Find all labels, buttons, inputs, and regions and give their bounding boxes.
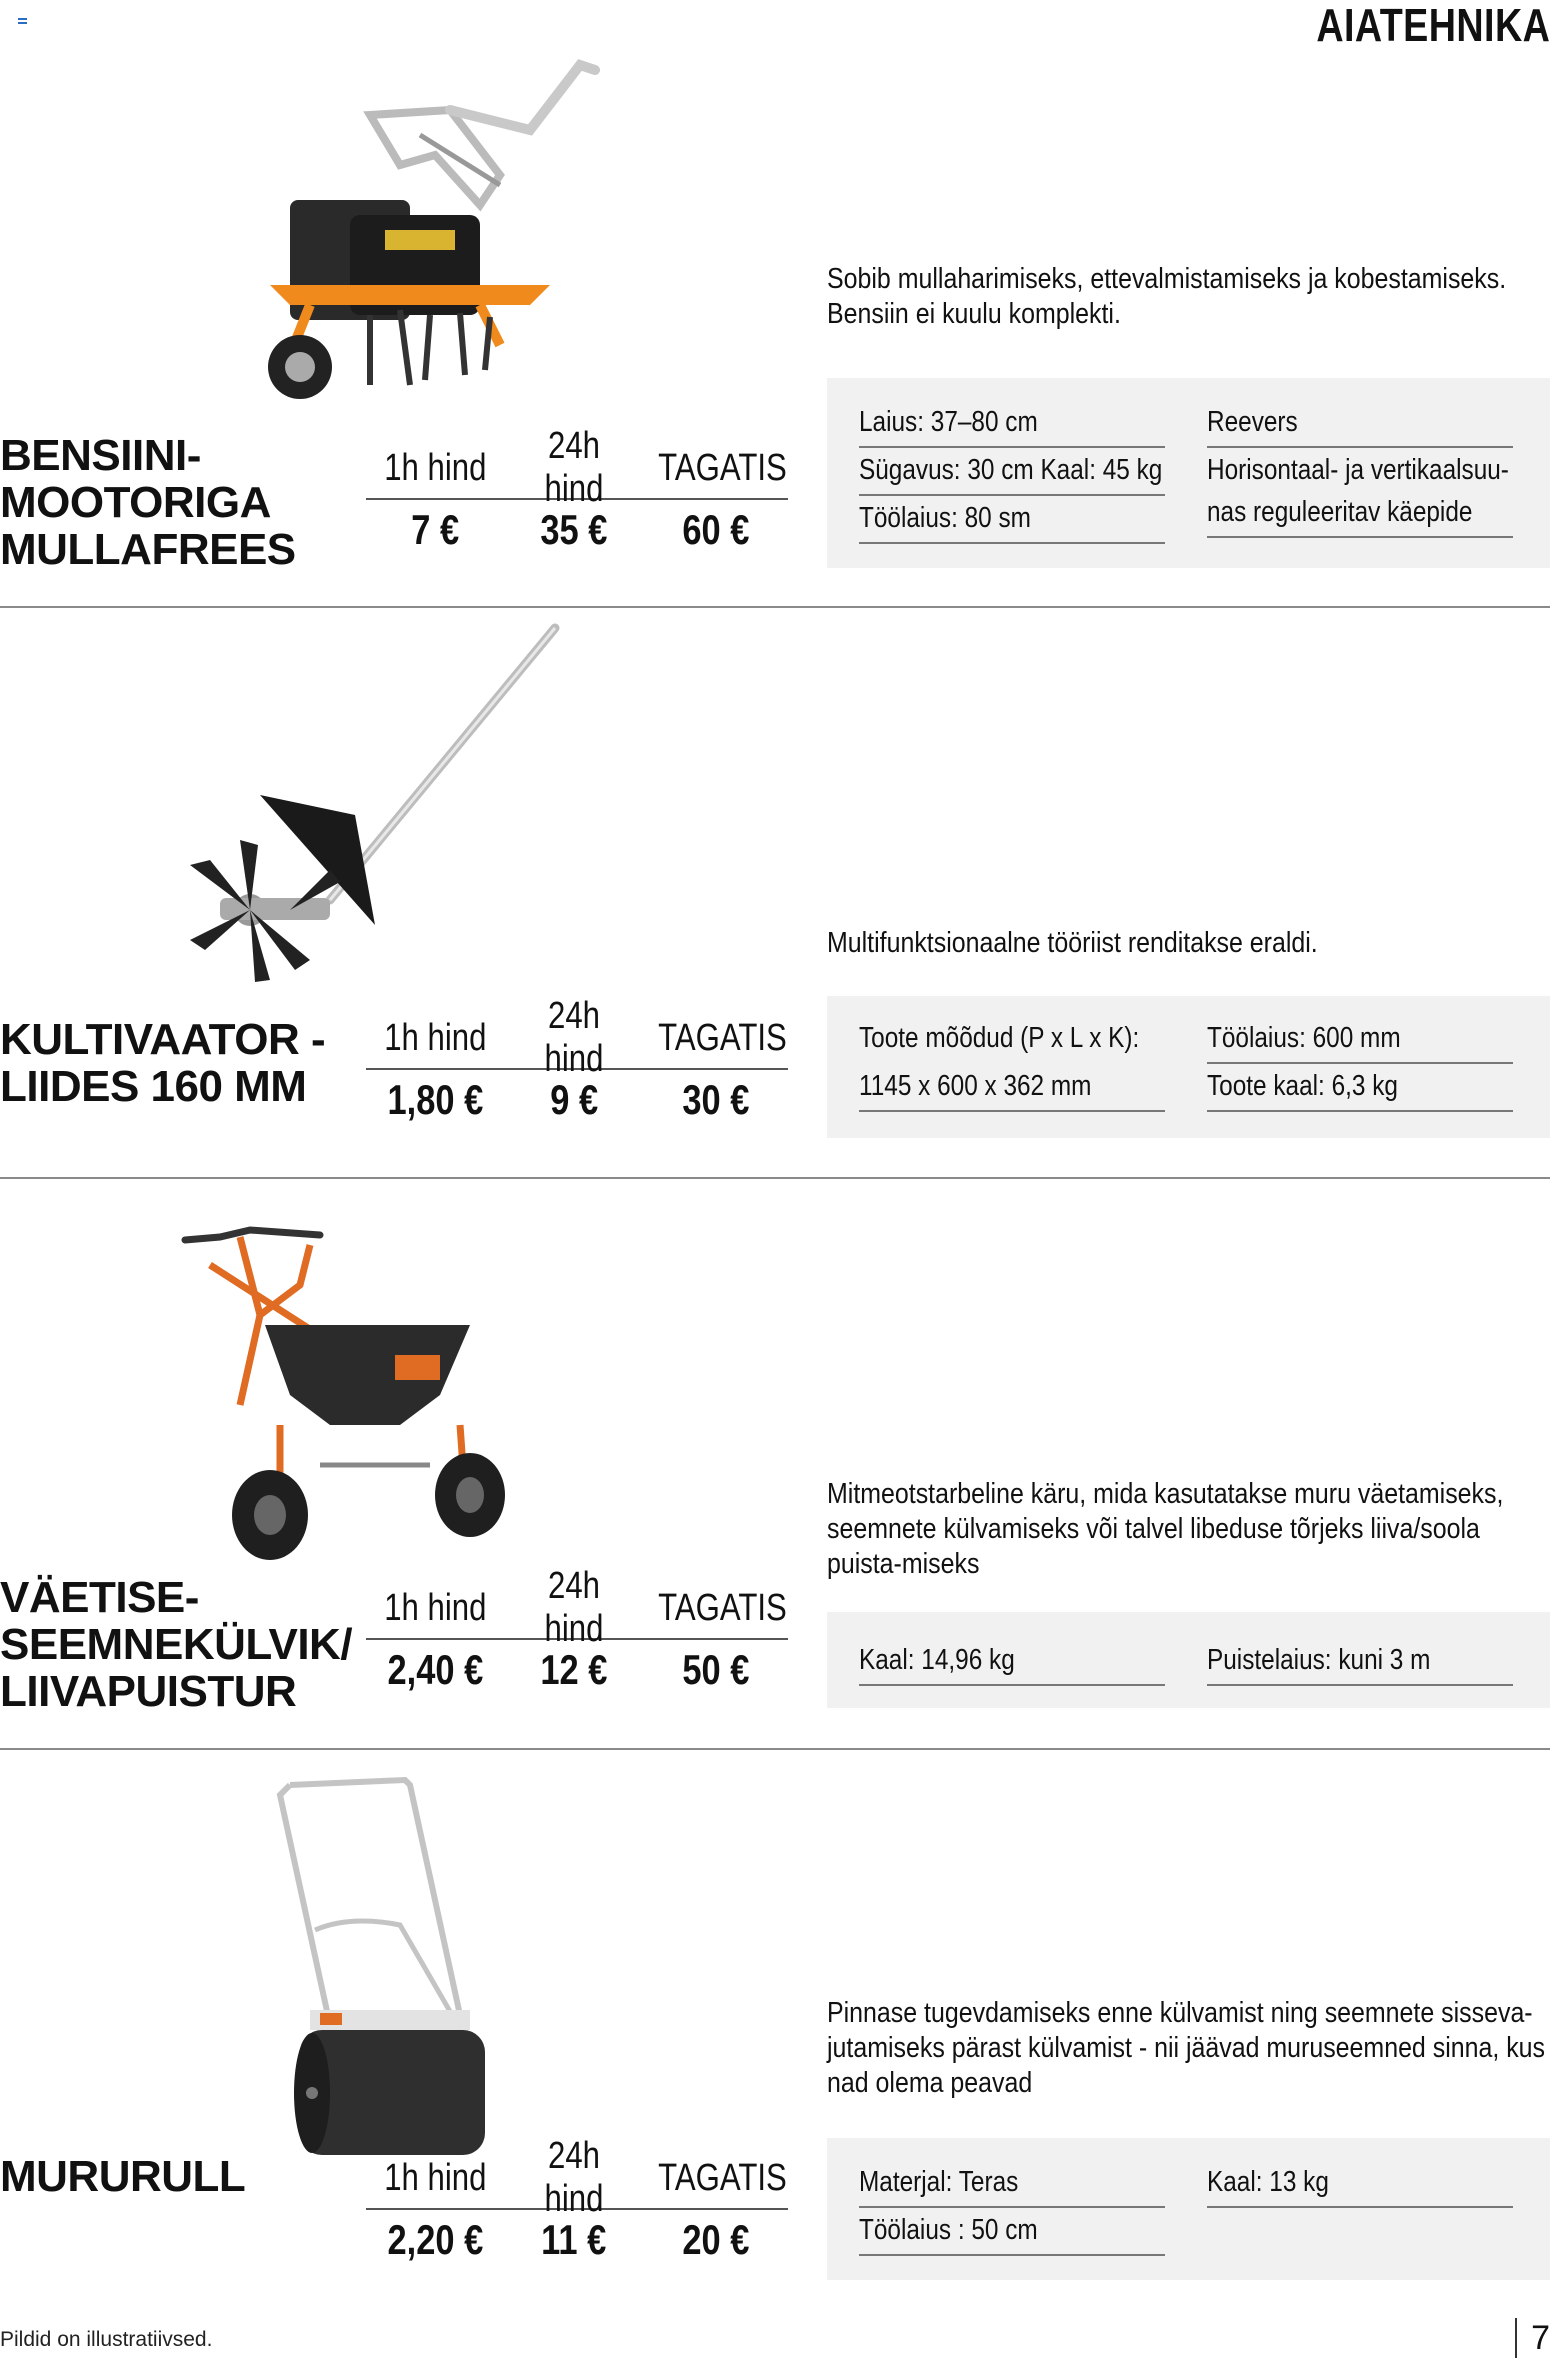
spec-column-left bbox=[859, 2160, 1165, 2256]
price-table bbox=[366, 2135, 788, 2270]
product-name: VÄETISE- SEEMNEKÜLVIK/ LIIVAPUISTUR bbox=[0, 1573, 353, 1716]
description-text: Multifunktsionaalne tööriist renditakse eraldi. bbox=[827, 927, 1318, 959]
price-1h: 2,40 € bbox=[387, 1646, 483, 1693]
spec-line bbox=[1207, 1064, 1513, 1112]
spec-column-right bbox=[1207, 1016, 1513, 1112]
price-24h: 11 € bbox=[541, 2216, 607, 2263]
spec-line bbox=[1207, 2160, 1513, 2208]
price-header-1h: 1h hind bbox=[383, 446, 487, 489]
page-title: AIATEHNIKA bbox=[1316, 0, 1550, 51]
spec-text: Materjal: Teras bbox=[859, 2166, 1019, 2198]
spec-line bbox=[859, 448, 1165, 496]
price-header-24h: 24h hind bbox=[544, 1565, 604, 1650]
spec-text: Toote mõõdud (P x L x K): bbox=[859, 1022, 1140, 1054]
spec-column-left bbox=[859, 1638, 1165, 1686]
price-header-1h: 1h hind bbox=[383, 1016, 487, 1059]
spec-line bbox=[1207, 448, 1513, 496]
price-24h: 9 € bbox=[550, 1076, 598, 1123]
spec-line bbox=[859, 1064, 1165, 1112]
spec-line bbox=[859, 2160, 1165, 2208]
spec-text: nas reguleeritav käepide bbox=[1207, 496, 1473, 528]
spec-text: Horisontaal- ja vertikaalsuu- bbox=[1207, 454, 1509, 486]
spec-text: Laius: 37–80 cm bbox=[859, 406, 1038, 438]
price-deposit: 20 € bbox=[682, 2216, 750, 2263]
price-1h: 1,80 € bbox=[387, 1076, 483, 1123]
price-header-deposit: TAGATIS bbox=[658, 1586, 787, 1629]
product-name: KULTIVAATOR - LIIDES 160 MM bbox=[0, 1015, 326, 1111]
price-header-24h: 24h hind bbox=[544, 2135, 604, 2220]
menu-icon[interactable] bbox=[18, 18, 27, 26]
price-table bbox=[366, 1565, 788, 1700]
tiller-image bbox=[250, 55, 610, 415]
product-description bbox=[827, 926, 1547, 961]
spec-text: 1145 x 600 x 362 mm bbox=[859, 1070, 1092, 1102]
section-divider bbox=[0, 1748, 1550, 1750]
spec-column-right bbox=[1207, 2160, 1513, 2208]
cultivator-image bbox=[180, 620, 570, 1000]
price-header-row bbox=[366, 2135, 788, 2220]
spec-column-left bbox=[859, 1016, 1165, 1112]
spec-box bbox=[827, 2138, 1550, 2280]
spreader-image bbox=[180, 1225, 520, 1565]
spec-text: Reevers bbox=[1207, 406, 1298, 438]
product-description bbox=[827, 262, 1547, 332]
price-header-24h: 24h hind bbox=[544, 995, 604, 1080]
spec-text: Töölaius : 50 cm bbox=[859, 2214, 1038, 2246]
spec-column-right bbox=[1207, 400, 1513, 538]
spec-column-right bbox=[1207, 1638, 1513, 1686]
spec-text: Puistelaius: kuni 3 m bbox=[1207, 1644, 1431, 1676]
price-deposit: 60 € bbox=[682, 506, 750, 553]
price-header-row bbox=[366, 425, 788, 510]
price-header-deposit: TAGATIS bbox=[658, 446, 787, 489]
spec-text: Kaal: 13 kg bbox=[1207, 2166, 1329, 2198]
price-header-row bbox=[366, 995, 788, 1080]
price-header-1h: 1h hind bbox=[383, 2156, 487, 2199]
price-header-deposit: TAGATIS bbox=[658, 2156, 787, 2199]
product-description bbox=[827, 1477, 1547, 1582]
spec-line bbox=[1207, 1638, 1513, 1686]
price-header-row bbox=[366, 1565, 788, 1650]
spec-text: Toote kaal: 6,3 kg bbox=[1207, 1070, 1398, 1102]
spec-box bbox=[827, 996, 1550, 1138]
section-divider bbox=[0, 1177, 1550, 1179]
page-number: 7 bbox=[1515, 2318, 1550, 2358]
footer-note: Pildid on illustratiivsed. bbox=[0, 2328, 213, 2351]
price-header-deposit: TAGATIS bbox=[658, 1016, 787, 1059]
price-table bbox=[366, 995, 788, 1130]
price-24h: 35 € bbox=[540, 506, 608, 553]
spec-line bbox=[1207, 490, 1513, 538]
spec-line bbox=[1207, 1016, 1513, 1064]
description-text: Mitmeotstarbeline käru, mida kasutatakse muru väetamiseks, seemnete külvamiseks või talvel libeduse tõrjeks liiva/soola puista-miseks bbox=[827, 1478, 1504, 1580]
price-value-row bbox=[366, 1070, 788, 1130]
product-name: BENSIINI- MOOTORIGA MULLAFREES bbox=[0, 431, 296, 574]
price-table bbox=[366, 425, 788, 560]
spec-text: Kaal: 14,96 kg bbox=[859, 1644, 1015, 1676]
spec-line bbox=[859, 1016, 1165, 1064]
spec-line bbox=[859, 496, 1165, 544]
product-description bbox=[827, 1996, 1547, 2101]
price-24h: 12 € bbox=[540, 1646, 608, 1693]
spec-column-left bbox=[859, 400, 1165, 544]
price-header-1h: 1h hind bbox=[383, 1586, 487, 1629]
product-name: MURURULL bbox=[0, 2152, 246, 2201]
description-text: Pinnase tugevdamiseks enne külvamist ning seemnete sisseva-jutamiseks pärast külvamist - nii jäävad muruseemned sinna, kus nad olema peavad bbox=[827, 1997, 1546, 2099]
price-deposit: 50 € bbox=[682, 1646, 750, 1693]
price-value-row bbox=[366, 2210, 788, 2270]
price-1h: 2,20 € bbox=[387, 2216, 483, 2263]
price-value-row bbox=[366, 1640, 788, 1700]
spec-line bbox=[859, 2208, 1165, 2256]
spec-line bbox=[1207, 400, 1513, 448]
spec-line bbox=[859, 1638, 1165, 1686]
price-header-24h: 24h hind bbox=[544, 425, 604, 510]
description-text: Sobib mullaharimiseks, ettevalmistamiseks ja kobestamiseks. Bensiin ei kuulu komplekti. bbox=[827, 263, 1507, 330]
spec-box bbox=[827, 378, 1550, 568]
spec-text: Sügavus: 30 cm Kaal: 45 kg bbox=[859, 454, 1163, 486]
price-1h: 7 € bbox=[411, 506, 459, 553]
lawn-roller-image bbox=[270, 1775, 500, 2165]
price-value-row bbox=[366, 500, 788, 560]
spec-line bbox=[859, 400, 1165, 448]
price-deposit: 30 € bbox=[682, 1076, 750, 1123]
spec-box bbox=[827, 1612, 1550, 1708]
section-divider bbox=[0, 606, 1550, 608]
spec-text: Töölaius: 600 mm bbox=[1207, 1022, 1401, 1054]
spec-text: Töölaius: 80 sm bbox=[859, 502, 1031, 534]
